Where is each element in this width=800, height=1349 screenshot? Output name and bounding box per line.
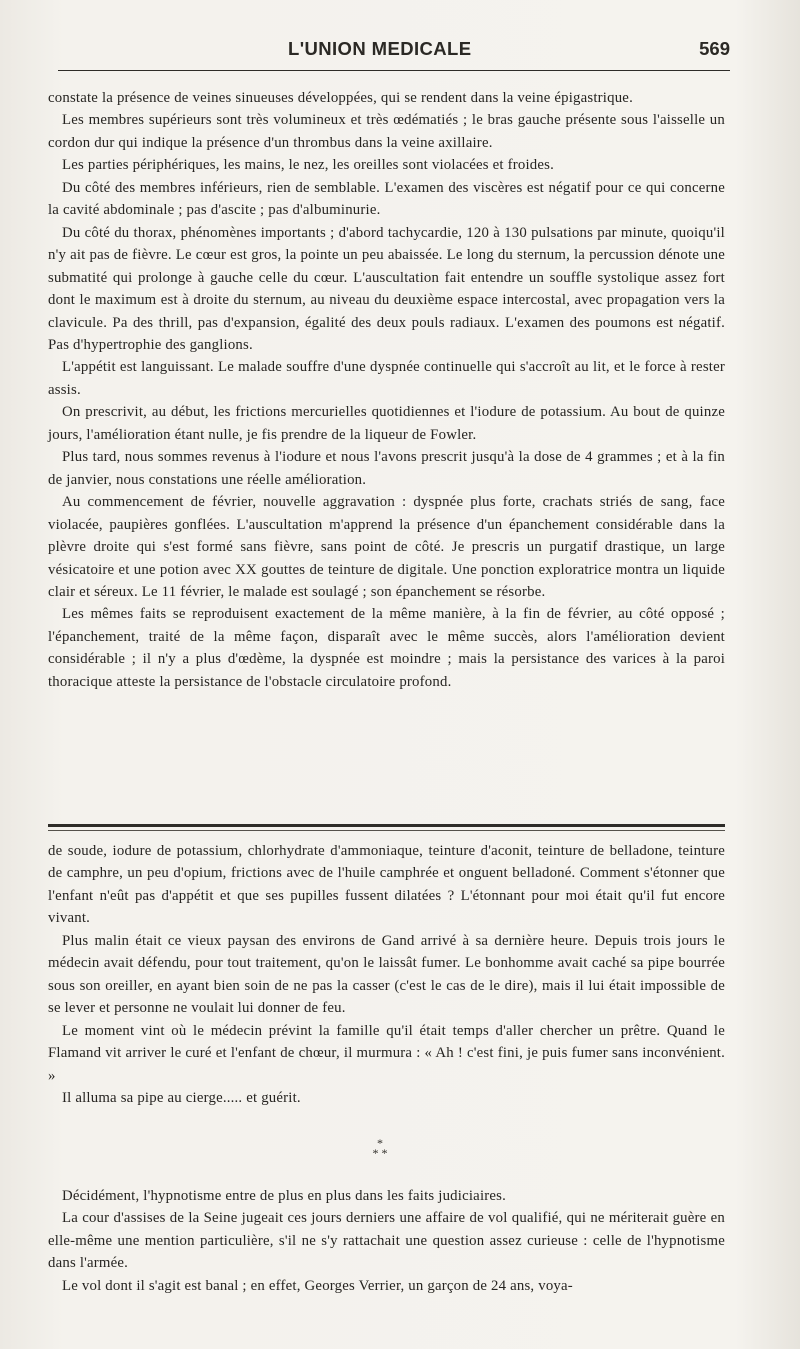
paragraph: Le vol dont il s'agit est banal ; en effet, Georges Verrier, un garçon de 24 ans, voya- [62, 1277, 573, 1294]
header-rule [58, 70, 730, 71]
paragraph: La cour d'assises de la Seine jugeait ces jours derniers une affaire de vol qualifié, qui ne mériterait guère en elle-même une mention particulière, s'il ne s'y rattachait une question assez curieuse : celle de l'hypnotisme dans l'armée. [48, 1210, 725, 1272]
page-header [48, 34, 730, 74]
paragraph: Les mêmes faits se reproduisent exactement de la même manière, à la fin de février, au côté opposé ; l'épanchement, traité de la même façon, disparaît avec le même succès, alors l'amélioration devient considérable ; il n'y a plus d'œdème, la dyspnée est moindre ; mais la persistance des varices à la paroi thoracique atteste la persistance de l'obstacle circulatoire profond. [48, 606, 725, 690]
paragraph: constate la présence de veines sinueuses développées, qui se rendent dans la veine épigastrique. [48, 90, 633, 106]
article-feuilleton [48, 840, 725, 1109]
asterism-bottom: * * [372, 1146, 388, 1160]
paragraph: Les parties périphériques, les mains, le nez, les oreilles sont violacées et froides. [62, 157, 554, 174]
asterism-separator [360, 1138, 400, 1158]
paragraph: L'appétit est languissant. Le malade souffre d'une dyspnée continuelle qui s'accroît au lit, et le force à rester assis. [48, 359, 725, 398]
paragraph: Au commencement de février, nouvelle aggravation : dyspnée plus forte, crachats striés de sang, face violacée, paupières gonflées. L'auscultation m'apprend la présence d'un épanchement considérable dans la plèvre droite qui s'est formé sans fièvre, sans point de côté. Je prescris un purgatif drastique, un large vésicatoire et une potion avec XX gouttes de teinture de digitale. Une ponction exploratrice montra un liquide clair et séreux. Le 11 février, le malade est soulagé ; son épanchement se résorbe. [48, 494, 725, 600]
running-title: L'UNION MEDICALE [288, 38, 472, 59]
article-case-report [48, 87, 725, 693]
paragraph: Plus tard, nous sommes revenus à l'iodure et nous l'avons prescrit jusqu'à la dose de 4 grammes ; et à la fin de janvier, nous constations une réelle amélioration. [48, 449, 725, 488]
paragraph: Du côté des membres inférieurs, rien de semblable. L'examen des viscères est négatif pour ce qui concerne la cavité abdominale ; pas d'ascite ; pas d'albuminurie. [48, 179, 725, 219]
paragraph: Plus malin était ce vieux paysan des environs de Gand arrivé à sa dernière heure. Depuis trois jours le médecin avait défendu, pour tout traitement, qu'on le laissât fumer. Le bonhomme avait caché sa pipe bourrée sous son oreiller, en ayant bien soin de ne pas la casser (c'est le cas de le dire), mais il lui était impossible de se lever et personne ne voulait lui donner de feu. [48, 932, 725, 1017]
paragraph: de soude, iodure de potassium, chlorhydrate d'ammoniaque, teinture d'aconit, teinture de belladone, teinture de camphre, un peu d'opium, frictions avec de l'huile camphrée et onguent belladoné. Comment s'étonner que l'enfant n'eût pas d'appétit et que ses pupilles fussent dilatées ? L'étonnant pour moi était qu'il fut encore vivant. [48, 843, 725, 927]
paragraph: Le moment vint où le médecin prévint la famille qu'il était temps d'aller chercher un prêtre. Quand le Flamand vit arriver le curé et l'enfant de chœur, il murmura : « Ah ! c'est fini, je puis fumer sans inconvénient. » [48, 1022, 725, 1084]
paragraph: Les membres supérieurs sont très volumineux et très œdématiés ; le bras gauche présente sous l'aisselle un cordon dur qui indique la présence d'un thrombus dans la veine axillaire. [48, 112, 725, 151]
article-hypnotism [48, 1185, 725, 1297]
asterism-top: * [377, 1136, 383, 1150]
section-divider-thick [48, 824, 725, 827]
paragraph: On prescrivit, au début, les frictions mercurielles quotidiennes et l'iodure de potassium. Au bout de quinze jours, l'amélioration étant nulle, je fis prendre de la liqueur de Fowler. [48, 404, 725, 443]
section-divider-thin [48, 830, 725, 831]
paragraph: Du côté du thorax, phénomènes importants ; d'abord tachycardie, 120 à 130 pulsations par minute, quoiqu'il n'y ait pas de fièvre. Le cœur est gros, la pointe un peu abaissée. Le long du sternum, la percussion dénote une submatité qui prolonge à gauche celle du cœur. L'auscultation fait entendre un souffle systolique assez fort dont le maximum est à droite du sternum, au niveau du deuxième espace intercostal, avec propagation vers la clavicule. Pa des thrill, pas d'expansion, égalité des deux pouls radiaux. L'examen des poumons est négatif. Pas d'hypertrophie des ganglions. [48, 224, 725, 353]
paragraph: Il alluma sa pipe au cierge..... et guérit. [62, 1089, 301, 1106]
paragraph: Décidément, l'hypnotisme entre de plus en plus dans les faits judiciaires. [62, 1188, 507, 1204]
page-number: 569 [699, 38, 730, 59]
